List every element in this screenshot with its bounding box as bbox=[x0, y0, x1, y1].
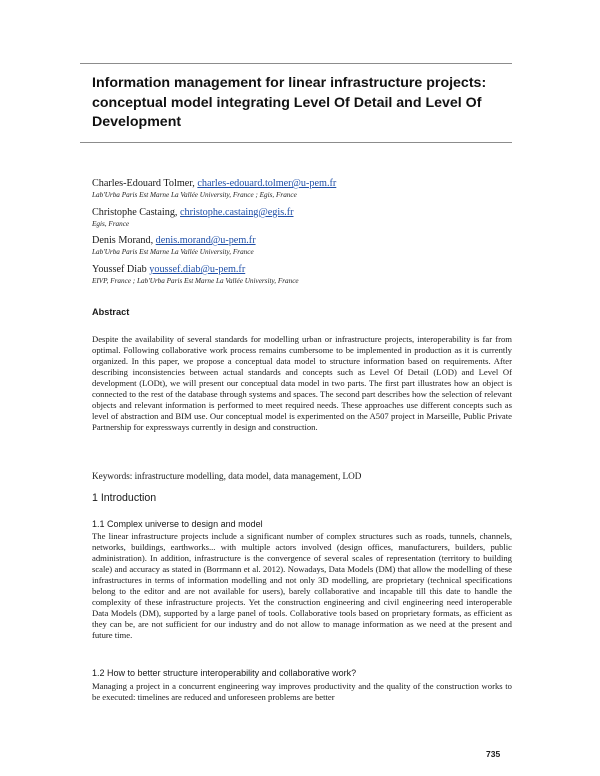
section-heading-introduction: 1 Introduction bbox=[92, 492, 157, 504]
author-4-email-link[interactable]: youssef.diab@u-pem.fr bbox=[149, 264, 246, 275]
author-3-name: Denis Morand, bbox=[92, 235, 156, 246]
title-rule bbox=[80, 142, 512, 143]
author-3 bbox=[92, 235, 256, 247]
author-4-affiliation: EIVP, France ; Lab'Urba Paris Est Marne La Vallée University, France bbox=[92, 277, 299, 285]
author-4-name: Youssef Diab bbox=[92, 264, 150, 275]
subsection-heading-1-2: 1.2 How to better structure interoperability and collaborative work? bbox=[92, 668, 357, 678]
subsection-heading-1-1: 1.1 Complex universe to design and model bbox=[92, 519, 263, 529]
keywords: Keywords: infrastructure modelling, data model, data management, LOD bbox=[92, 471, 362, 481]
author-2 bbox=[92, 207, 294, 219]
abstract-text: Despite the availability of several standards for modelling urban or infrastructure projects, interoperability is far from optimal. Following collaborative work process remains cumbersome to be implemented in production as it is currently organized. In this paper, we propose a conceptual data model to structure information based on requirements. After describing inconsistencies between actual standards and concepts such as Level Of Detail (LOD) and Level Of development (LODt), we will present our conceptual data model in two parts. The first part illustrates how an object is connected to the rest of the database through systems and spaces. The second part describes how the selection of relevant objects and relevant information is performed to meet required needs. These approaches use different concepts such as level of abstraction and BIM use. Our conceptual model is experimented on the A507 project in Marseille, Public Private Partnership for expressways currently in design and construction. bbox=[92, 334, 512, 432]
author-1 bbox=[92, 178, 336, 190]
abstract-heading: Abstract bbox=[92, 307, 130, 317]
top-rule bbox=[80, 63, 512, 64]
paper-title: Information management for linear infrastructure projects: conceptual model integrating Level Of Detail and Level Of Development bbox=[92, 75, 487, 130]
author-1-email-link[interactable]: charles-edouard.tolmer@u-pem.fr bbox=[197, 178, 337, 189]
author-2-name: Christophe Castaing, bbox=[92, 207, 181, 218]
author-4 bbox=[92, 264, 245, 276]
author-2-email-link[interactable]: christophe.castaing@egis.fr bbox=[180, 207, 294, 218]
subsection-1-2-text: Managing a project in a concurrent engineering way improves productivity and the quality of the construction works to be executed: timelines are reduced and unforeseen problems are better bbox=[92, 681, 512, 702]
subsection-1-1-text: The linear infrastructure projects include a significant number of complex structures such as roads, tunnels, channels, networks, buildings, earthworks... with multiple actors involved (design offices, manufacturers, builders, public administration). In addition, infrastructure is the convergence of several scales of representation (territory to building scale) and accuracy as stated in (Borrmann et al. 2012). Nowadays, Data Models (DM) that allow the modelling of these infrastructures in terms of information modelling and not only 3D modelling, are proprietary (technical specifications belong to the editor and are not available for users), barely collaborative and incapable till this date to handle the complexity of these infrastructure projects. Yet the construction engineering and civil engineering need interoperable Data Models (DM), supported by a large panel of tools. Collaborative tools based on proprietary formats, as efficient as they can be, are not sufficient for our industry and do not allow to manage information as we need at the present and future time. bbox=[92, 531, 512, 640]
page-number: 735 bbox=[486, 749, 501, 759]
author-3-affiliation: Lab'Urba Paris Est Marne La Vallée University, France bbox=[92, 248, 254, 256]
author-1-name: Charles-Edouard Tolmer, bbox=[92, 178, 198, 189]
author-2-affiliation: Egis, France bbox=[92, 220, 130, 228]
author-3-email-link[interactable]: denis.morand@u-pem.fr bbox=[155, 235, 256, 246]
author-1-affiliation: Lab'Urba Paris Est Marne La Vallée University, France ; Egis, France bbox=[92, 191, 297, 199]
